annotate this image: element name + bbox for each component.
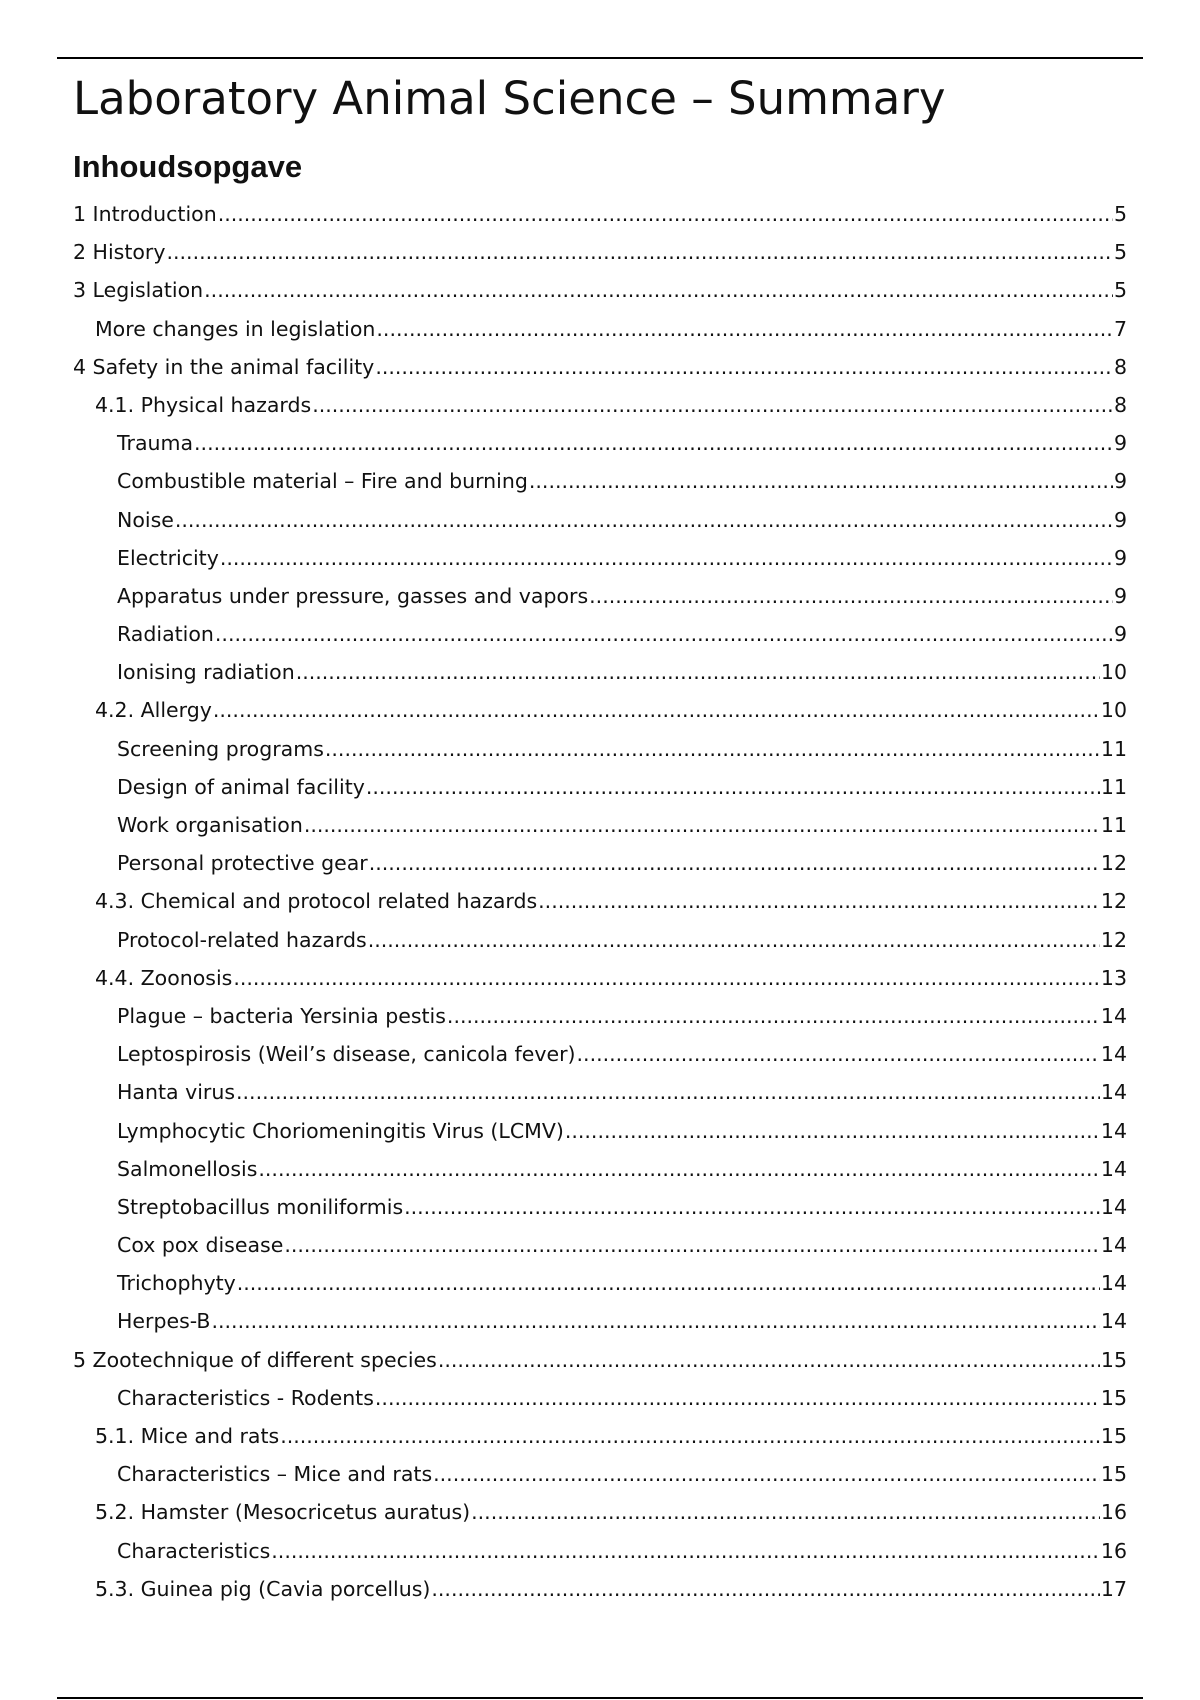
dot-leader [433,1455,1100,1493]
toc-entry[interactable] [73,1379,1127,1417]
toc-entry[interactable] [73,1341,1127,1379]
dot-leader [529,462,1113,500]
toc-entry-title: Combustible material – Fire and burning [117,469,528,494]
dot-leader [375,1379,1100,1417]
toc-entry-page-number: 9 [1113,431,1127,456]
toc-entry[interactable] [73,462,1127,500]
dot-leader [233,959,1100,997]
toc-entry-title: 5.3. Guinea pig (Cavia porcellus) [95,1576,431,1601]
toc-entry-page-number: 16 [1100,1500,1127,1525]
toc-entry[interactable] [73,615,1127,653]
toc-entry-page-number: 5 [1113,202,1127,226]
toc-entry-title: Noise [117,507,174,532]
bottom-rule [57,1697,1143,1699]
toc-entry[interactable] [73,348,1127,386]
toc-entry[interactable] [73,653,1127,691]
dot-leader [368,921,1100,959]
toc-entry[interactable] [73,1112,1127,1150]
dot-leader [258,1150,1100,1188]
toc-entry[interactable] [73,539,1127,577]
dot-leader [304,806,1100,844]
toc-entry-page-number: 12 [1100,889,1127,914]
toc-entry[interactable] [73,1073,1127,1111]
toc-entry[interactable] [73,959,1127,997]
dot-leader [237,1264,1100,1302]
dot-leader [236,1073,1100,1111]
dot-leader [366,768,1100,806]
dot-leader [369,844,1100,882]
toc-entry[interactable] [73,1264,1127,1302]
toc-entry-page-number: 9 [1113,545,1127,570]
toc-entry-title: 4.4. Zoonosis [95,965,233,990]
toc-entry-page-number: 11 [1100,736,1127,761]
toc-entry-page-number: 12 [1100,927,1127,952]
toc-entry-title: Characteristics - Rodents [117,1385,374,1410]
toc-entry[interactable] [73,1455,1127,1493]
toc-entry[interactable] [73,1570,1127,1608]
toc-entry-title: More changes in legislation [95,316,376,341]
toc-entry-title: 4.1. Physical hazards [95,392,312,417]
table-of-contents [73,195,1127,1608]
dot-leader [404,1188,1100,1226]
toc-entry-title: 5 Zootechnique of different species [73,1347,437,1372]
dot-leader [218,195,1113,233]
toc-entry-page-number: 9 [1113,507,1127,532]
toc-entry[interactable] [73,768,1127,806]
dot-leader [431,1570,1100,1608]
toc-entry[interactable] [73,195,1127,233]
toc-entry-page-number: 15 [1100,1462,1127,1487]
toc-entry-page-number: 11 [1100,774,1127,799]
toc-entry-title: Streptobacillus moniliformis [117,1194,404,1219]
toc-entry-page-number: 17 [1100,1576,1127,1601]
toc-entry-title: Salmonellosis [117,1156,258,1181]
dot-leader [447,997,1100,1035]
toc-entry-title: Work organisation [117,813,303,837]
dot-leader [271,1532,1100,1570]
toc-entry-page-number: 14 [1100,1194,1127,1219]
toc-entry-title: Trauma [117,431,194,456]
toc-entry-page-number: 7 [1113,316,1127,341]
toc-entry[interactable] [73,577,1127,615]
toc-entry-page-number: 15 [1100,1424,1127,1448]
toc-entry[interactable] [73,501,1127,539]
toc-entry-page-number: 10 [1100,698,1127,723]
toc-entry[interactable] [73,1150,1127,1188]
toc-entry[interactable] [73,1188,1127,1226]
toc-entry-title: Herpes-B [117,1309,211,1334]
toc-entry-title: Radiation [117,622,214,647]
toc-entry-page-number: 14 [1100,1042,1127,1067]
toc-entry-page-number: 15 [1100,1347,1127,1372]
toc-entry[interactable] [73,386,1127,424]
toc-entry-title: 2 History [73,240,166,265]
toc-entry-page-number: 16 [1100,1538,1127,1563]
toc-entry[interactable] [73,1226,1127,1264]
dot-leader [220,539,1113,577]
dot-leader [204,271,1113,309]
toc-entry[interactable] [73,233,1127,271]
toc-entry-title: 1 Introduction [73,202,217,226]
toc-entry[interactable] [73,997,1127,1035]
toc-entry-page-number: 9 [1113,622,1127,647]
toc-entry-page-number: 14 [1100,1271,1127,1296]
top-rule [57,57,1143,59]
toc-entry-title: Screening programs [117,736,324,761]
toc-entry-title: Protocol-related hazards [117,927,367,952]
dot-leader [284,1226,1100,1264]
toc-entry[interactable] [73,691,1127,729]
toc-entry-title: Plague – bacteria Yersinia pestis [117,1003,446,1028]
toc-entry[interactable] [73,271,1127,309]
toc-entry[interactable] [73,1417,1127,1455]
toc-entry[interactable] [73,921,1127,959]
toc-entry-title: Characteristics [117,1538,271,1563]
toc-entry[interactable] [73,1035,1127,1073]
dot-leader [375,348,1113,386]
toc-entry-page-number: 14 [1100,1118,1127,1143]
toc-entry-title: 4 Safety in the animal facility [73,354,375,379]
toc-entry-title: Ionising radiation [117,660,295,685]
toc-entry-page-number: 13 [1100,965,1127,990]
toc-entry-title: 4.2. Allergy [95,698,212,723]
toc-entry[interactable] [73,806,1127,844]
toc-entry-title: Electricity [117,545,219,570]
dot-leader [213,691,1100,729]
document-title: Laboratory Animal Science – Summary [73,72,946,125]
toc-entry-page-number: 5 [1113,278,1127,303]
toc-heading: Inhoudsopgave [73,149,303,184]
dot-leader [376,310,1113,348]
toc-entry-page-number: 15 [1100,1385,1127,1410]
toc-entry-title: Cox pox disease [117,1233,284,1258]
toc-entry-title: Characteristics – Mice and rats [117,1462,433,1487]
toc-entry-title: 5.2. Hamster (Mesocricetus auratus) [95,1500,471,1525]
toc-entry-title: 5.1. Mice and rats [95,1424,280,1448]
toc-entry[interactable] [73,1532,1127,1570]
toc-entry-page-number: 14 [1100,1156,1127,1181]
toc-entry-title: Personal protective gear [117,851,368,876]
dot-leader [167,233,1113,271]
toc-entry-title: Trichophyty [117,1271,236,1296]
dot-leader [296,653,1100,691]
toc-entry-title: Apparatus under pressure, gasses and vapors [117,583,589,608]
dot-leader [175,501,1113,539]
toc-entry[interactable] [73,844,1127,882]
toc-entry[interactable] [73,882,1127,920]
toc-entry-title: Leptospirosis (Weil’s disease, canicola fever) [117,1042,576,1067]
toc-entry-page-number: 9 [1113,583,1127,608]
dot-leader [565,1112,1100,1150]
dot-leader [194,424,1113,462]
toc-entry-page-number: 5 [1113,240,1127,265]
toc-entry-page-number: 10 [1100,660,1127,685]
toc-entry-page-number: 9 [1113,469,1127,494]
toc-entry-page-number: 14 [1100,1233,1127,1258]
dot-leader [471,1493,1100,1531]
dot-leader [312,386,1113,424]
toc-entry[interactable] [73,424,1127,462]
dot-leader [215,615,1113,653]
dot-leader [538,882,1100,920]
toc-entry-title: Design of animal facility [117,774,365,799]
toc-entry-page-number: 14 [1100,1080,1127,1105]
toc-entry-title: Lymphocytic Choriomeningitis Virus (LCMV) [117,1118,564,1143]
toc-entry[interactable] [73,730,1127,768]
toc-entry[interactable] [73,310,1127,348]
toc-entry-page-number: 8 [1113,354,1127,379]
toc-entry-title: 4.3. Chemical and protocol related hazards [95,889,538,914]
toc-entry-page-number: 14 [1100,1309,1127,1334]
toc-entry-page-number: 11 [1100,813,1127,837]
dot-leader [589,577,1113,615]
toc-entry-title: 3 Legislation [73,278,204,303]
dot-leader [577,1035,1100,1073]
toc-entry[interactable] [73,1302,1127,1340]
toc-entry-title: Hanta virus [117,1080,236,1105]
toc-entry-page-number: 8 [1113,392,1127,417]
toc-entry-page-number: 14 [1100,1003,1127,1028]
toc-entry[interactable] [73,1493,1127,1531]
dot-leader [438,1341,1100,1379]
dot-leader [212,1302,1100,1340]
toc-entry-page-number: 12 [1100,851,1127,876]
dot-leader [325,730,1100,768]
dot-leader [280,1417,1100,1455]
